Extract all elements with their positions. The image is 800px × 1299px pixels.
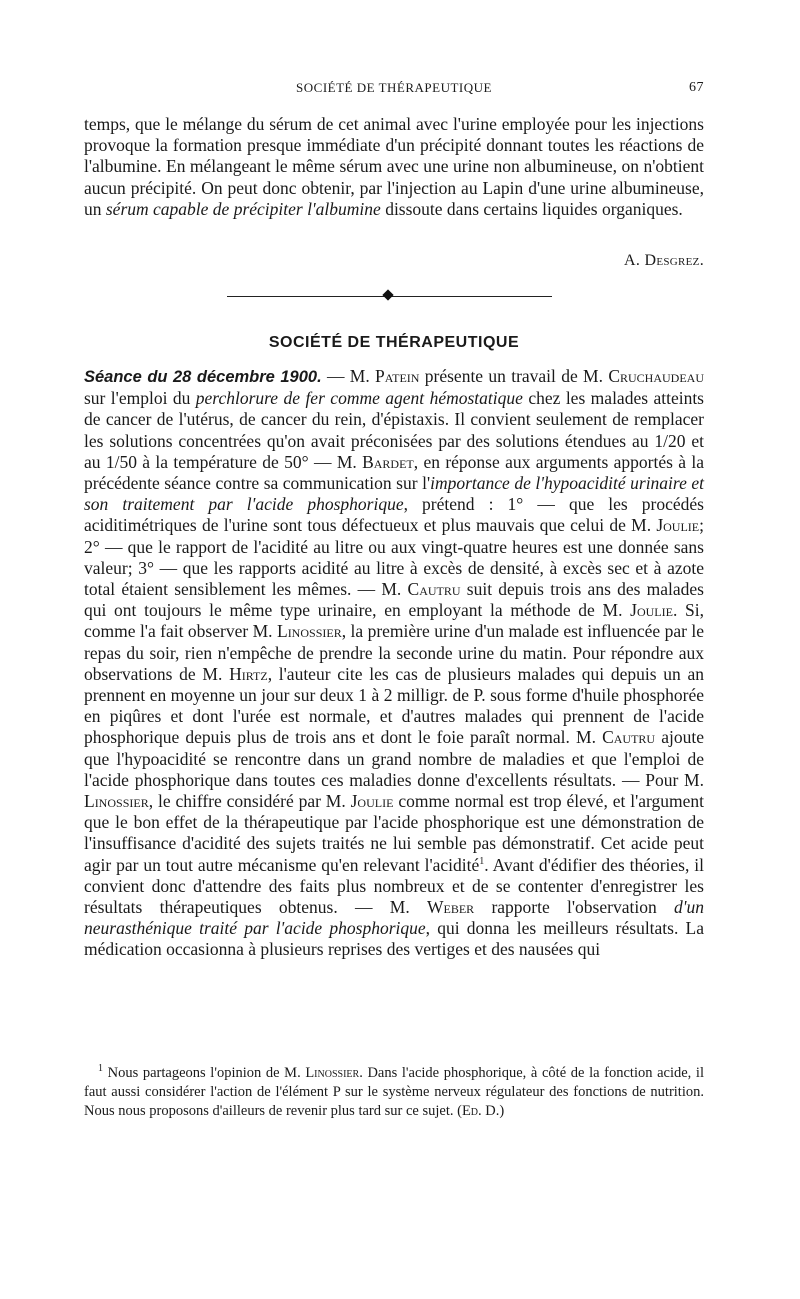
session-date: Séance du 28 décembre 1900. — [84, 368, 322, 386]
author-signature — [84, 252, 704, 270]
text-run: présente un travail de M. — [419, 366, 609, 386]
person-name: Linossier — [305, 1065, 360, 1081]
person-name: Hirtz — [229, 663, 268, 684]
text-run: dissoute dans certains liquides organiques. — [380, 198, 683, 219]
editor-initials: Ed. D. — [461, 1103, 500, 1119]
text-run: . Dans l'acide phosphorique, à côté de la fonction acide, il faut aussi considérer l'action de l'élément P sur le système nerveux régulateur des fonctions de nutrition. Nous nous proposons d'ailleurs de revenir plus tard sur ce sujet. ( — [84, 1065, 704, 1119]
text-run: ajoute que l'hypoacidité se rencontre dans un grand nombre de maladies et que l'emploi de l'acide phosphorique dans toutes ces maladies donne d'excellents résultats. — Pour M. — [84, 727, 704, 790]
footnote-reference[interactable]: 1 — [479, 855, 485, 867]
person-name: Weber — [427, 897, 475, 918]
person-name: Patein — [375, 366, 420, 386]
person-name: Joulie — [656, 515, 700, 536]
person-name: Linossier — [84, 791, 149, 812]
session-report-paragraph — [84, 366, 704, 961]
text-run: — M. — [321, 366, 376, 386]
page-number: 67 — [689, 80, 704, 95]
text-run: , prétend : 1° — que les procédés aciditimétriques de l'urine sont tous défectueux et plus mauvais que celui de M. — [84, 494, 704, 536]
text-run: , la première urine d'un malade est influencée par le repas du soir, rien n'empêche de prendre la seconde urine du matin. Pour répondre aux observations de M. — [84, 621, 705, 684]
text-run: ) — [499, 1103, 505, 1119]
italic-phrase: importance de l'hypoacidité urinaire et son traitement par l'acide phosphorique — [84, 473, 704, 515]
diamond-ornament-icon — [382, 289, 393, 300]
person-name: Linossier — [277, 621, 342, 642]
text-run: , l'auteur cite les cas de plusieurs malades qui depuis un an prennent en moyenne un jour sur deux 1 à 2 milligr. de P. sous forme d'huile phosphorée en piqûres et dont l'urée est normale, et d'autres malades qui prennent de l'acide phosphorique depuis plus de trois ans et dont le foie paraît normal. M. — [84, 663, 704, 748]
text-run: , en réponse aux arguments apportés à la précédente séance contre sa communication sur l' — [84, 451, 704, 494]
text-run: comme normal est trop élevé, et l'argument que le bon effet de la thérapeutique par l'acide phosphorique est une démonstration de l'insuffisance d'acidité des sujets traités ne lui semble pas démonstratif. Cet acide peut agir par un tout autre mécanisme qu'en relevant l'acidité — [84, 791, 704, 875]
text-run: , qui donna les meilleurs résultats. La médication occasionna à plusieurs reprises des vertiges et des nausées qui — [84, 918, 705, 960]
italic-phrase: d'un neurasthénique traité par l'acide phosphorique — [84, 897, 704, 939]
text-run: rapporte l'observation — [474, 897, 674, 918]
person-name: Joulie — [630, 600, 673, 621]
running-head — [84, 80, 704, 102]
person-name: Joulie — [350, 791, 394, 812]
italic-phrase: sérum capable de précipiter l'albumine — [105, 198, 381, 219]
text-run: ; 2° — que le rapport de l'acidité au litre ou aux vingt-quatre heures est une donnée sans valeur; 3° — que les rapports acidité au litre à excès de densité, à excès sec et à azote total étaient sensiblement les mêmes. — M. — [84, 515, 704, 600]
signature-initial: A. — [624, 252, 645, 269]
text-run: . Avant d'édifier des théories, il convient donc d'attendre des faits plus nombreux et de se contenter d'enregistrer les résultats thérapeutiques obtenus. — M. — [84, 854, 704, 918]
text-run: Nous partageons l'opinion de M. — [103, 1065, 306, 1081]
text-run: suit depuis trois ans des malades qui ont toujours le même type urinaire, en employant la méthode de M. — [84, 579, 704, 621]
person-name: Cruchaudeau — [608, 366, 704, 386]
person-name: Bardet — [362, 451, 414, 472]
running-head-title: SOCIÉTÉ DE THÉRAPEUTIQUE — [296, 80, 492, 95]
paragraph-continued — [84, 114, 704, 220]
section-heading: SOCIÉTÉ DE THÉRAPEUTIQUE — [268, 334, 520, 351]
text-run: temps, que le mélange du sérum de cet animal avec l'urine employée pour les injections provoque la formation presque immédiate d'un précipité donnant toutes les réactions de l'albumine. En mélangeant le même sérum avec une urine non albumineuse, on n'obtient aucun précipité. On peut donc obtenir, par l'injection au Lapin d'une urine albumineuse, un — [84, 114, 704, 219]
ornamental-separator — [227, 294, 552, 298]
text-run: , le chiffre considéré par M. — [148, 791, 351, 812]
text-run: sur l'emploi du — [84, 388, 196, 409]
italic-phrase: perchlorure de fer comme agent hémostatique — [195, 388, 523, 409]
person-name: Cautru — [407, 579, 461, 600]
text-run: . Si, comme l'a fait observer M. — [84, 600, 704, 642]
footnote-mark: 1 — [98, 1063, 103, 1075]
text-run: chez les malades atteints de cancer de l'utérus, de cancer du rein, d'épistaxis. Il convient seulement de remplacer les solutions concentrées qu'on avait préconisées par des solutions étendues au 1/20 et au 1/50 à la température de 50° — M. — [84, 388, 704, 472]
signature-name: Desgrez. — [644, 252, 704, 269]
footnote — [84, 1064, 704, 1121]
person-name: Cautru — [602, 727, 656, 748]
